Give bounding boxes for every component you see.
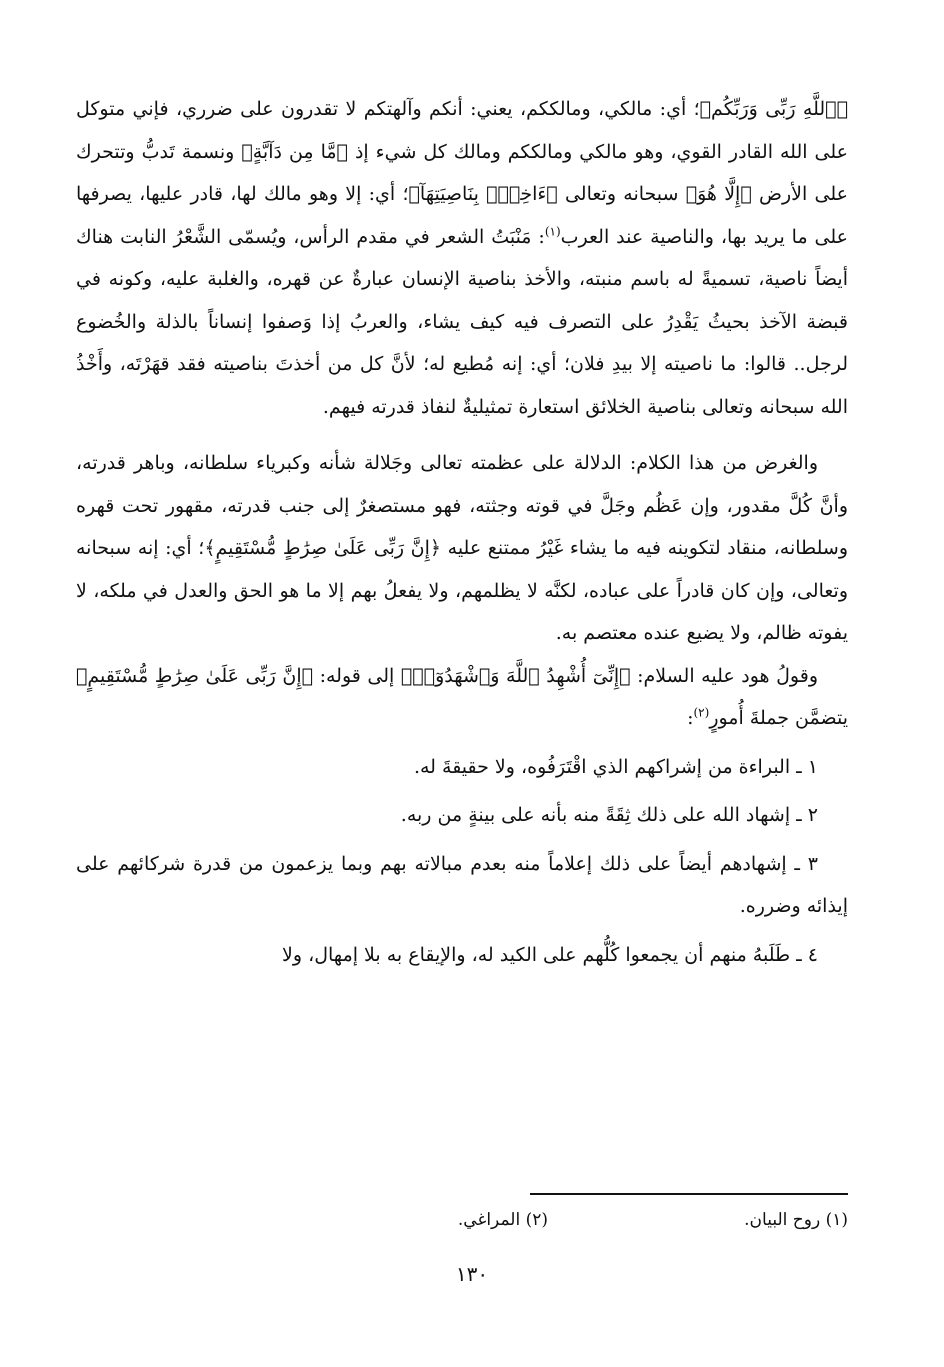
footnotes [148,1210,848,1244]
footnote-1: (١) روح البيان. [744,1210,848,1230]
list-item-3: ٣ ـ إشهادهم أيضاً على ذلك إعلاماً منه بعدم مبالاته بهم وبما يزعمون من قدرة شركائهم على إيذائه وضرره. [76,852,848,917]
footnote-2: (٢) المراغي. [457,1210,548,1230]
footnote-divider [530,1193,848,1195]
list-item-4: ٤ ـ طَلَبهُ منهم أن يجمعوا كُلُّهم على الكيد له، والإيقاع به بلا إمهال، ولا [282,943,818,966]
main-text [76,88,848,976]
paragraph-1 [76,88,848,428]
paragraph-1-text-a: ﴿ٱللَّهِ رَبِّى وَرَبِّكُم﴾؛ أي: مالكي، ومالككم، يعني: أنكم وآلهتكم لا تقدرون على ضرري، فإني متوكل على الله القادر القوي، وهو مالكي ومالككم ومالك كل شيء إذ ﴿مَّا مِن دَآبَّةٍ﴾ ونسمة تَدبُّ وتتحرك على الأرض ﴿إِلَّا هُوَ﴾ سبحانه وتعالى ﴿ءَاخِذُۢ بِنَاصِيَتِهَآ﴾؛ أي: إلا وهو مالك لها، قادر عليها، يصرفها على ما يريد بها، والناصية عند العرب [76,98,848,248]
list-item-1: ١ ـ البراءة من إشراكهم الذي اقْتَرَفُوه، ولا حقيقةَ له. [413,755,818,778]
list-item-2: ٢ ـ إشهاد الله على ذلك ثِقَةً منه بأنه على بينةٍ من ربه. [400,804,818,826]
paragraph-2: والغرض من هذا الكلام: الدلالة على عظمته تعالى وجَلالة شأنه وكبرياء سلطانه، وباهر قدرته، وأنَّ كُلَّ مقدور، وإن عَظُم وجَلَّ في قوته وجثته، فهو مستصغرٌ إلى جنب قدرته، مقهور تحت قهره وسلطانه، منقاد لتكوينه فيه ما يشاء غَيْرُ ممتنع عليه ﴿إِنَّ رَبِّى عَلَىٰ صِرَٰطٍ مُّسْتَقِيمٍ﴾؛ أي: إنه سبحانه وتعالى، وإن كان قادراً على عباده، لكنَّه لا يظلمهم، ولا يفعلُ بهم إلا ما هو الحق والعدل في ملكه، لا يفوته ظالم، ولا يضيع عنده معتصم به. [76,452,848,644]
footnote-ref-1[interactable]: (١) [544,224,561,239]
footnote-ref-2[interactable]: (٢) [693,705,710,720]
paragraph-3 [76,655,848,740]
page-number: ١٣٠ [455,1262,489,1286]
paragraph-3-text-a: وقولُ هود عليه السلام: ﴿إِنِّىٓ أُشْهِدُ ٱللَّهَ وَٱشْهَدُوٓا۟﴾ إلى قوله: ﴿إِنَّ رَبِّى عَلَىٰ صِرَٰطٍ مُّسْتَقِيمٍ﴾ يتضمَّن جملةَ أُمورٍ [76,664,848,729]
paragraph-1-text-b: : مَنْبَتُ الشعر في مقدم الرأس، ويُسمّى الشَّعْرُ النابت هناك أيضاً ناصية، تسميةً له باسم منبته، والأخذ بناصية الإنسان عبارةٌ عن قهره، والغلبة عليه، وكونه في قبضة الآخذ بحيثُ يَقْدِرُ على التصرف فيه كيف يشاء، والعربُ إذا وَصفوا إنساناً بالذلة والخُضوع لرجل.. قالوا: ما ناصيته إلا بيدِ فلان؛ أي: إنه مُطيع له؛ لأنَّ كل من أخذتَ بناصيته فقد قهَرْتَه، وأَخْذُ الله سبحانه وتعالى بناصية الخلائق استعارة تمثيليةٌ لنفاذ قدرته فيهم. [76,225,848,418]
paragraph-3-text-b: : [687,707,694,729]
